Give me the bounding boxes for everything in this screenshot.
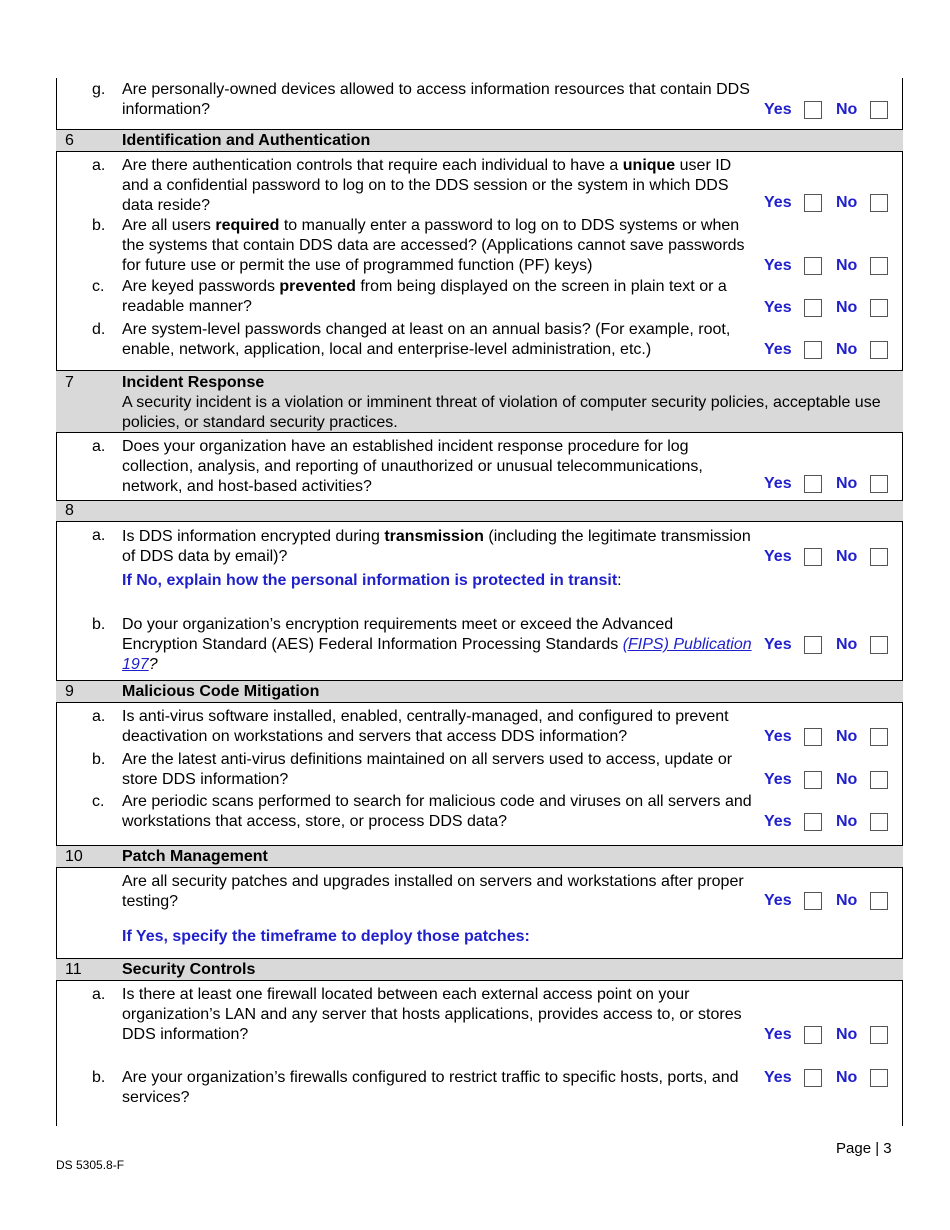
- yes-label: Yes: [764, 341, 792, 358]
- followup-prompt: If No, explain how the personal information is protected in transit:: [122, 572, 622, 589]
- question-text: Are personally-owned devices allowed to access information resources that contain DDS information?: [122, 81, 750, 118]
- yes-no-group: [764, 635, 894, 655]
- yes-checkbox[interactable]: [804, 194, 822, 212]
- yes-checkbox[interactable]: [804, 771, 822, 789]
- section-number: 6: [65, 132, 74, 149]
- yes-checkbox[interactable]: [804, 475, 822, 493]
- item-letter: c.: [92, 793, 105, 810]
- yes-label: Yes: [764, 728, 792, 745]
- item-letter: b.: [92, 217, 106, 234]
- form-id: DS 5305.8-F: [56, 1158, 125, 1172]
- question-text: Are there authentication controls that require each individual to have a unique user ID and a confidential password to log on to the DDS session or the system in which DDS data reside?: [122, 157, 732, 214]
- yes-label: Yes: [764, 475, 792, 492]
- no-checkbox[interactable]: [870, 636, 888, 654]
- item-letter: a.: [92, 438, 106, 455]
- yes-checkbox[interactable]: [804, 636, 822, 654]
- followup-prompt: If Yes, specify the timeframe to deploy those patches:: [122, 928, 530, 945]
- item-letter: b.: [92, 751, 106, 768]
- no-checkbox[interactable]: [870, 475, 888, 493]
- yes-label: Yes: [764, 257, 792, 274]
- yes-no-group: [764, 1025, 894, 1045]
- yes-label: Yes: [764, 1069, 792, 1086]
- no-label: No: [836, 636, 858, 653]
- yes-checkbox[interactable]: [804, 1069, 822, 1087]
- question-text: Are periodic scans performed to search for malicious code and viruses on all servers and workstations that access, store, or process DDS data?: [122, 793, 752, 830]
- no-label: No: [836, 1069, 858, 1086]
- no-checkbox[interactable]: [870, 194, 888, 212]
- no-checkbox[interactable]: [870, 257, 888, 275]
- item-letter: b.: [92, 616, 106, 633]
- section-title: Incident Response: [122, 374, 265, 391]
- section-number: 7: [65, 374, 74, 391]
- no-label: No: [836, 771, 858, 788]
- section-header: [56, 500, 903, 522]
- yes-checkbox[interactable]: [804, 101, 822, 119]
- no-label: No: [836, 299, 858, 316]
- no-checkbox[interactable]: [870, 771, 888, 789]
- yes-label: Yes: [764, 548, 792, 565]
- item-letter: g.: [92, 81, 106, 98]
- yes-checkbox[interactable]: [804, 892, 822, 910]
- item-letter: a.: [92, 986, 106, 1003]
- yes-label: Yes: [764, 813, 792, 830]
- fips-link[interactable]: (FIPS) Publication 197: [122, 636, 752, 673]
- no-label: No: [836, 341, 858, 358]
- question-text: Is DDS information encrypted during transmission (including the legitimate transmission of DDS data by email)?: [122, 528, 751, 565]
- yes-no-group: [764, 193, 894, 213]
- section-number: 11: [65, 961, 82, 978]
- yes-checkbox[interactable]: [804, 257, 822, 275]
- question-text: Is anti-virus software installed, enabled, centrally-managed, and configured to prevent deactivation on workstations and servers that access DDS information?: [122, 708, 729, 745]
- yes-no-group: [764, 727, 894, 747]
- no-checkbox[interactable]: [870, 548, 888, 566]
- no-checkbox[interactable]: [870, 728, 888, 746]
- yes-label: Yes: [764, 101, 792, 118]
- section-description: A security incident is a violation or imminent threat of violation of computer security policies, acceptable use policies, or standard security practices.: [122, 394, 881, 431]
- yes-label: Yes: [764, 1026, 792, 1043]
- question-text: Is there at least one firewall located between each external access point on your organization’s LAN and any server that hosts applications, provides access to, or stores DDS information?: [122, 986, 742, 1043]
- no-checkbox[interactable]: [870, 813, 888, 831]
- yes-checkbox[interactable]: [804, 813, 822, 831]
- section-title: Security Controls: [122, 961, 256, 978]
- no-label: No: [836, 475, 858, 492]
- item-letter: a.: [92, 708, 106, 725]
- yes-label: Yes: [764, 299, 792, 316]
- yes-label: Yes: [764, 771, 792, 788]
- yes-no-group: [764, 1068, 894, 1088]
- question-text: Do your organization’s encryption requirements meet or exceed the Advanced Encryption Standard (AES) Federal Information Processing Standards (FIPS) Publication 197?: [122, 616, 752, 673]
- no-label: No: [836, 548, 858, 565]
- section-number: 10: [65, 848, 83, 865]
- section-title: Malicious Code Mitigation: [122, 683, 320, 700]
- item-letter: d.: [92, 321, 106, 338]
- question-text: Are system-level passwords changed at least on an annual basis? (For example, root, enable, network, application, local and enterprise-level administration, etc.): [122, 321, 731, 358]
- page-number: Page | 3: [836, 1140, 892, 1157]
- section-number: 9: [65, 683, 74, 700]
- section-title: Identification and Authentication: [122, 132, 371, 149]
- yes-label: Yes: [764, 636, 792, 653]
- no-checkbox[interactable]: [870, 1026, 888, 1044]
- yes-checkbox[interactable]: [804, 728, 822, 746]
- question-text: Are keyed passwords prevented from being displayed on the screen in plain text or a readable manner?: [122, 278, 727, 315]
- yes-no-group: [764, 256, 894, 276]
- yes-no-group: [764, 298, 894, 318]
- item-letter: a.: [92, 527, 106, 544]
- yes-no-group: [764, 891, 894, 911]
- no-checkbox[interactable]: [870, 341, 888, 359]
- item-letter: b.: [92, 1069, 106, 1086]
- no-checkbox[interactable]: [870, 101, 888, 119]
- no-label: No: [836, 257, 858, 274]
- question-text: Does your organization have an established incident response procedure for log collection, analysis, and reporting of unauthorized or unusual telecommunications, network, and host-based activities?: [122, 438, 703, 495]
- item-letter: c.: [92, 278, 105, 295]
- item-letter: a.: [92, 157, 106, 174]
- yes-no-group: [764, 340, 894, 360]
- question-text: Are the latest anti-virus definitions maintained on all servers used to access, update or store DDS information?: [122, 751, 733, 788]
- yes-label: Yes: [764, 892, 792, 909]
- no-label: No: [836, 194, 858, 211]
- no-label: No: [836, 1026, 858, 1043]
- section-number: 8: [65, 502, 74, 519]
- yes-checkbox[interactable]: [804, 1026, 822, 1044]
- yes-no-group: [764, 812, 894, 832]
- question-text: Are your organization’s firewalls configured to restrict traffic to specific hosts, ports, and services?: [122, 1069, 739, 1106]
- yes-no-group: [764, 474, 894, 494]
- yes-no-group: [764, 770, 894, 790]
- section-title: Patch Management: [122, 848, 268, 865]
- yes-no-group: [764, 100, 894, 120]
- no-label: No: [836, 892, 858, 909]
- no-label: No: [836, 101, 858, 118]
- no-checkbox[interactable]: [870, 1069, 888, 1087]
- no-label: No: [836, 813, 858, 830]
- yes-label: Yes: [764, 194, 792, 211]
- question-text: Are all security patches and upgrades installed on servers and workstations after proper testing?: [122, 873, 744, 910]
- yes-checkbox[interactable]: [804, 341, 822, 359]
- yes-checkbox[interactable]: [804, 299, 822, 317]
- yes-no-group: [764, 547, 894, 567]
- yes-checkbox[interactable]: [804, 548, 822, 566]
- question-text: Are all users required to manually enter a password to log on to DDS systems or when the systems that contain DDS data are accessed? (Applications cannot save passwords for future use or permit the use of programmed function (PF) keys): [122, 217, 745, 274]
- no-label: No: [836, 728, 858, 745]
- no-checkbox[interactable]: [870, 892, 888, 910]
- no-checkbox[interactable]: [870, 299, 888, 317]
